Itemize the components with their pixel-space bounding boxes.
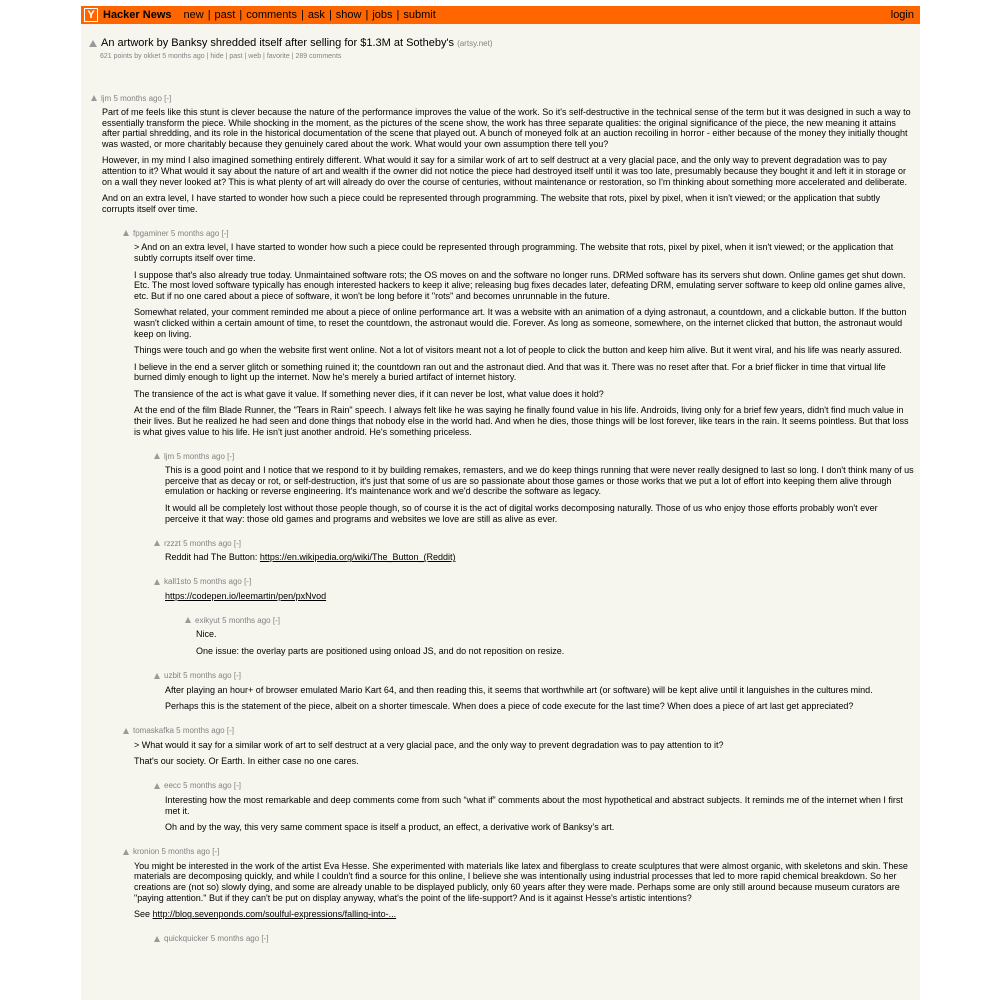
- comment-link[interactable]: http://blog.sevenponds.com/soulful-expressions/falling-into-...: [152, 909, 397, 920]
- collapse-toggle[interactable]: [-]: [212, 847, 220, 857]
- comment-text: [165, 552, 914, 563]
- comment-text: [134, 740, 914, 767]
- comment-text: [165, 465, 914, 524]
- comment-paragraph-text: Perhaps this is the statement of the piece, albeit on a shorter timescale. When does a piece of code execute for the last time? When does a piece of art last get appreciated?: [165, 701, 854, 712]
- comment-paragraph-text: I suppose that's also already true today. Unmaintained software rots; the OS moves on and the software no longer runs. DRMed software has its servers shut down. Online games get shut down. Etc. The most loved software typically has enough interested hackers to keep it alive; releasing bug fixes decades later, defeating DRM, emulating server software to keep old online games alive, etc. But if no one cared about a piece of software, it won't be long before it "rots" and becomes unrunnable in the future.: [134, 269, 906, 301]
- comment-age-link[interactable]: 5 months ago: [222, 615, 271, 625]
- site-name-link[interactable]: Hacker News: [103, 9, 172, 21]
- upvote-arrow-icon[interactable]: [154, 540, 160, 546]
- comment-age-link[interactable]: 5 months ago: [210, 934, 260, 944]
- comment-user-link[interactable]: ljm: [101, 93, 112, 103]
- comment-paragraph-text: Things were touch and go when the website first went online. Not a lot of visitors meant not a lot of people to click the button and keep him alive. But it went viral, and his life was nearly assured.: [134, 345, 902, 356]
- comment-user-link[interactable]: eecc: [164, 781, 181, 791]
- comment-age-link[interactable]: 5 months ago: [176, 451, 225, 461]
- comment-text: [134, 861, 914, 920]
- comment-user-link[interactable]: uzbit: [164, 671, 181, 681]
- comment-header: [123, 228, 914, 238]
- nav-links: [184, 9, 436, 21]
- comment: [91, 93, 914, 214]
- collapse-toggle[interactable]: [-]: [233, 671, 241, 681]
- comment-paragraph: [196, 629, 914, 640]
- comment-user-link[interactable]: kronion: [133, 847, 160, 857]
- comment: [123, 726, 914, 767]
- upvote-arrow-icon[interactable]: [154, 783, 160, 789]
- upvote-arrow-icon[interactable]: [123, 728, 129, 734]
- comment-paragraph-text: Somewhat related, your comment reminded me about a piece of online performance art. It was a website with an animation of a dying astronaut, a countdown, and a clickable button. If the button wasn't clicked within a certain amount of time, to reset the countdown, the astronaut would die. Forever. As long as someone, somewhere, on the internet clicked that button, the astronaut would keep on living.: [134, 307, 907, 339]
- comment-paragraph-text: At the end of the film Blade Runner, the "Tears in Rain" speech. I always felt like he was saying he finally found value in his life. Androids, living only for a brief few years, didn't find much value in their lives. But he realized he had seen and done things that nobody else in the world had. And when he dies, those things will be lost forever, like tears in the rain. It seems pointless. But that loss is what gives value to his life. He isn't just another android. He's something priceless.: [134, 405, 909, 437]
- comment: [154, 577, 914, 602]
- page: [81, 6, 920, 1000]
- comment-paragraph: [134, 345, 914, 356]
- upvote-arrow-icon[interactable]: [123, 849, 129, 855]
- comment-header: [123, 726, 914, 736]
- comment-user-link[interactable]: rzzzt: [164, 538, 181, 548]
- comment-age-link[interactable]: 5 months ago: [183, 671, 232, 681]
- comment-paragraph: [134, 389, 914, 400]
- comment-text: [134, 242, 914, 437]
- nav-link-jobs[interactable]: jobs: [372, 9, 393, 21]
- collapse-toggle[interactable]: [-]: [272, 615, 280, 625]
- collapse-toggle[interactable]: [-]: [261, 934, 269, 944]
- nav-separator: |: [328, 9, 332, 21]
- comment-paragraph-text: The transience of the act is what gave it value. If something never dies, if it can never be lost, what value does it hold?: [134, 388, 604, 399]
- comment-age-link[interactable]: 5 months ago: [113, 93, 162, 103]
- comment-paragraph-text: See: [134, 909, 153, 920]
- comment-paragraph-text: After playing an hour+ of browser emulated Mario Kart 64, and then reading this, it seems that worthwhile art (or software) will be kept alive until it languishes in the cultures mind.: [165, 684, 873, 695]
- story: [89, 37, 910, 60]
- comment-user-link[interactable]: fpgaminer: [133, 228, 169, 238]
- comment-header: [154, 538, 914, 548]
- comment: [185, 615, 914, 656]
- comment-text: [102, 107, 914, 214]
- comment-paragraph-text: However, in my mind I also imagined something entirely different. What would it say for a similar work of art to self destruct at a very glacial pace, and the only way to prevent degradation was to pay attention to it? What would it say about the nature of art and wealth if the owner did not notice the piece had destroyed itself until it was too late, presumably because they bought it and left it in storage or on a wall they never looked at? This is what plenty of art will already do over the course of centuries, without maintenance or restoration, so I'm thinking about something more accelerated and deliberate.: [102, 155, 907, 187]
- collapse-toggle[interactable]: [-]: [164, 93, 172, 103]
- comment-age-link[interactable]: 5 months ago: [183, 538, 232, 548]
- comment-age-link[interactable]: 5 months ago: [161, 847, 210, 857]
- upvote-arrow-icon[interactable]: [154, 673, 160, 679]
- comment-paragraph: [134, 270, 914, 302]
- comment-paragraph: [165, 685, 914, 696]
- comment-age-link[interactable]: 5 months ago: [183, 781, 232, 791]
- comment-paragraph: [165, 503, 914, 524]
- comment-text: [165, 795, 914, 833]
- comment-text: [196, 629, 914, 656]
- comment-header: [154, 671, 914, 681]
- comment-paragraph: [102, 193, 914, 214]
- comment-paragraph-text: > What would it say for a similar work of art to self destruct at a very glacial pace, and the only way to prevent degradation was to pay attention to it?: [134, 739, 724, 750]
- comment-paragraph: [165, 591, 914, 602]
- comment: [154, 671, 914, 712]
- comment-paragraph: [102, 107, 914, 149]
- collapse-toggle[interactable]: [-]: [226, 726, 234, 736]
- comment: [154, 781, 914, 833]
- comment-text: [165, 591, 914, 602]
- upvote-arrow-icon[interactable]: [154, 579, 160, 585]
- comment-paragraph-text: And on an extra level, I have started to wonder how such a piece could be represented through programming. The website that rots, pixel by pixel, when it isn't viewed; or the application that subtly corrupts itself over time.: [102, 193, 880, 214]
- comment-age-link[interactable]: 5 months ago: [176, 726, 225, 736]
- nav-link-past[interactable]: past: [214, 9, 236, 21]
- upvote-arrow-icon[interactable]: [185, 617, 191, 623]
- comment-paragraph: [134, 362, 914, 383]
- collapse-toggle[interactable]: [-]: [233, 781, 241, 791]
- nav-link-ask[interactable]: ask: [307, 9, 325, 21]
- comment-paragraph: [134, 307, 914, 339]
- comment-header: [185, 615, 914, 625]
- collapse-toggle[interactable]: [-]: [221, 228, 229, 238]
- collapse-toggle[interactable]: [-]: [227, 451, 235, 461]
- upvote-arrow-icon[interactable]: [154, 453, 160, 459]
- comment-paragraph: [134, 242, 914, 263]
- comment-header: [123, 847, 914, 857]
- comment-age-link[interactable]: 5 months ago: [193, 577, 242, 587]
- nav-link-submit[interactable]: submit: [403, 9, 436, 21]
- comment-paragraph-text: Nice.: [196, 629, 217, 640]
- collapse-toggle[interactable]: [-]: [244, 577, 252, 587]
- comment: [123, 228, 914, 437]
- nav-link-comments[interactable]: comments: [246, 9, 297, 21]
- comment-paragraph: [165, 822, 914, 833]
- nav-separator: |: [207, 9, 211, 21]
- comment-user-link[interactable]: exikyut: [195, 615, 220, 625]
- comment-paragraph: [134, 909, 914, 920]
- comment-text: [165, 685, 914, 712]
- login-link[interactable]: login: [890, 9, 914, 21]
- hn-logo-icon[interactable]: Y: [84, 8, 98, 22]
- comment-paragraph: [165, 552, 914, 563]
- comment-paragraph: [102, 155, 914, 187]
- comment-header: [154, 451, 914, 461]
- comment: [154, 934, 914, 944]
- story-site[interactable]: (artsy.net): [457, 38, 493, 48]
- comment-paragraph-text: I believe in the end a server glitch or something ruined it; the countdown ran out and the astronaut died. And that was it. There was no reset after that. For a brief flicker in time that virtual life burned dimly enough to light up the internet. Now he's merely a buried artifact of internet history.: [134, 361, 886, 383]
- comment-link[interactable]: https://codepen.io/leemartin/pen/pxNvod: [165, 590, 327, 601]
- comment-paragraph-text: Oh and by the way, this very same comment space is itself a product, an effect, a derivative work of Banksy’s art.: [165, 822, 615, 833]
- comment-paragraph: [165, 701, 914, 712]
- collapse-toggle[interactable]: [-]: [233, 538, 241, 548]
- comment-paragraph: [134, 740, 914, 751]
- comment-paragraph: [165, 795, 914, 816]
- comment-paragraph-text: That's our society. Or Earth. In either case no one cares.: [134, 756, 359, 767]
- top-bar: [81, 6, 920, 24]
- comment-tree: [91, 93, 914, 958]
- comment-header: [154, 934, 914, 944]
- comment-paragraph: [134, 861, 914, 903]
- comment-paragraph-text: > And on an extra level, I have started to wonder how such a piece could be represented through programming. The website that rots, pixel by pixel, when it isn't viewed; or the application that subtly corrupts itself over time.: [134, 242, 894, 263]
- nav-separator: |: [239, 9, 243, 21]
- upvote-arrow-icon[interactable]: [123, 230, 129, 236]
- comment: [154, 451, 914, 524]
- comment-user-link[interactable]: tomaskafka: [133, 726, 174, 736]
- nav-link-new[interactable]: new: [183, 9, 204, 21]
- story-subline[interactable]: 621 points by okket 5 months ago | hide | past | web | favorite | 289 comments: [100, 53, 342, 60]
- comment-user-link[interactable]: ljm: [164, 451, 175, 461]
- upvote-arrow-icon[interactable]: [154, 936, 160, 942]
- comment-paragraph-text: Part of me feels like this stunt is clever because the nature of the performance improves the value of the work. So it's self-destructive in the technical sense of the term but it was designed in such a way to essentially transform the piece. While shocking in the moment, as the pictures of the scene show, the work has three separate qualities: the original significance of the piece, the new meaning it attains after partial shredding, and its role in the historical documentation of the scene that played out. A bunch of moneyed folk at an auction recoiling in horror - either because of the money they initially thought was wasted, or more charitably because they genuinely cared about the work. What would your own assumption there tell you?: [102, 107, 911, 149]
- comment-age-link[interactable]: 5 months ago: [170, 228, 220, 238]
- comment-user-link[interactable]: kall1sto: [164, 577, 192, 587]
- comment-header: [91, 93, 914, 103]
- comment-paragraph-text: You might be interested in the work of the artist Eva Hesse. She experimented with materials like latex and fiberglass to create sculptures that were almost organic, with skeletons and skin. These materials are decomposing quickly, and while I couldn't find a source for this online, I believe she was intentionally using industrial processes that led to more rapid chemical breakdown. So her creations are (not so) slowly dying, and some are already unable to be displayed publicly, only 60 years after they were made. Perhaps some are only still around because museum curators are "paying attention." But if they can't be put on display anyway, what's the point of the life-support? And is it against Hesse's artistic intentions?: [134, 860, 908, 903]
- comment: [154, 538, 914, 563]
- comment-paragraph-text: One issue: the overlay parts are positioned using onload JS, and do not reposition on resize.: [196, 646, 565, 656]
- comment-user-link[interactable]: quickquicker: [164, 934, 209, 944]
- comment-link[interactable]: https://en.wikipedia.org/wiki/The_Button_(Reddit): [259, 552, 456, 563]
- comment-paragraph: [196, 646, 914, 657]
- comment-paragraph: [134, 405, 914, 437]
- nav-separator: |: [396, 9, 400, 21]
- nav-separator: |: [365, 9, 369, 21]
- comment-paragraph-text: Reddit had The Button:: [165, 552, 260, 563]
- upvote-arrow-icon[interactable]: [89, 40, 97, 47]
- comment-paragraph: [134, 756, 914, 767]
- nav-link-show[interactable]: show: [335, 9, 362, 21]
- comment-paragraph-text: Interesting how the most remarkable and deep comments come from such “what if” comments about the most hypothetical and abstract subjects. It reminds me of the internet when I first met it.: [165, 794, 903, 816]
- story-title-line: [89, 37, 910, 49]
- comment-header: [154, 781, 914, 791]
- upvote-arrow-icon[interactable]: [91, 95, 97, 101]
- comment-paragraph-text: It would all be completely lost without those people though, so of course it is the act of digital works decomposing naturally. Those of us who enjoy those efforts probably won't ever perceive it that way: those old games and programs and websites we love are still as alive as ever.: [165, 503, 878, 524]
- comment: [123, 847, 914, 920]
- comment-header: [154, 577, 914, 587]
- story-title-link[interactable]: An artwork by Banksy shredded itself after selling for $1.3M at Sotheby's: [101, 37, 455, 49]
- nav-separator: |: [300, 9, 304, 21]
- comment-paragraph-text: This is a good point and I notice that we respond to it by building remakes, remasters, and we do keep things running that were never really designed to last so long. I don't think many of us perceive that as decay or rot, or self-destruction, it's just that some of us are so passionate about those games or those works that we put a lot of effort into keeping them alive through emulation or hacking or reverse engineering. It's maintenance work and we'd describe the software as legacy.: [165, 465, 914, 497]
- comment-paragraph: [165, 465, 914, 497]
